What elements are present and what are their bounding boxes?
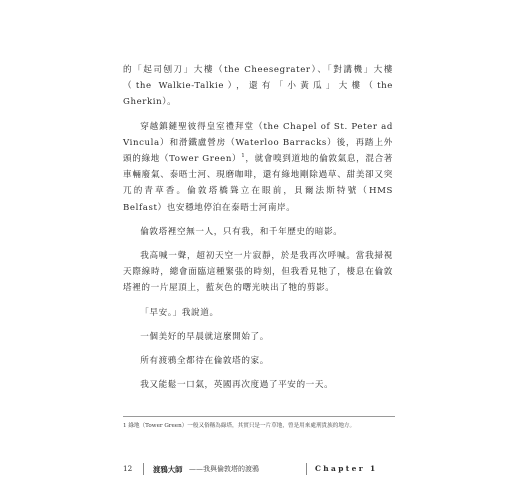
paragraph-1: 的「起司刨刀」大樓（the Cheesegrater）、「對講機」大樓（the Walkie-Talkie），還有「小黃瓜」大樓（the Gherkin）。 (123, 65, 393, 108)
book-subtitle: ——我與倫敦塔的渡鴉 (189, 465, 259, 473)
footnote-reference[interactable]: 1 (241, 153, 246, 160)
chapter-label: Chapter 1 (315, 464, 378, 473)
page-number: 12 (123, 464, 133, 473)
book-title: 渡鴉大師 (153, 465, 183, 474)
paragraph-2-text-a: 穿越鎮鏈聖彼得皇室禮拜堂（the Chapel of St. Peter ad Vincula）和滑鐵盧營房（Waterloo Barracks）後，再踏上外頭的綠地（Tower Green） (123, 121, 393, 165)
paragraph-6: 一個美好的早晨就這麼開始了。 (140, 331, 269, 342)
paragraph-4: 我高喊一聲，超初天空一片寂靜，於是我再次呼喊。當我掃視天際線時，總會面臨這種緊張的時刻，但我看見牠了，棲息在倫敦塔裡的一片屋頂上，藍灰色的曙光映出了牠的剪影。 (123, 251, 393, 294)
paragraph-2-text-b: ，就會嗅到道地的倫敦氣息，混合著車輛廢氣、泰晤士河、現磨咖啡，還有綠地剛除過草、甜美卻又突兀的青草香。倫敦塔橋聳立在眼前，貝爾法斯特號（HMS Belfast）也安穩地停泊在泰晤士河南岸。 (123, 154, 393, 213)
footnote-divider (123, 416, 395, 417)
footer-divider (306, 463, 307, 475)
paragraph-7: 所有渡鴉全都待在倫敦塔的家。 (140, 356, 269, 367)
paragraph-8: 我又能鬆一口氣，英國再次度過了平安的一天。 (140, 380, 334, 391)
paragraph-5: 「早安。」我說道。 (140, 307, 219, 318)
footnote: 1 綠地（Tower Green）一般又俗稱為綠塔，其實只是一片草地，曾是用來處刑貴族的地方。 (123, 423, 356, 429)
paragraph-2 (123, 119, 393, 216)
footer-divider (143, 463, 144, 475)
paragraph-3: 倫敦塔裡空無一人，只有我，和千年歷史的暗影。 (140, 226, 343, 237)
page-footer (123, 464, 403, 478)
body-text (123, 62, 393, 393)
